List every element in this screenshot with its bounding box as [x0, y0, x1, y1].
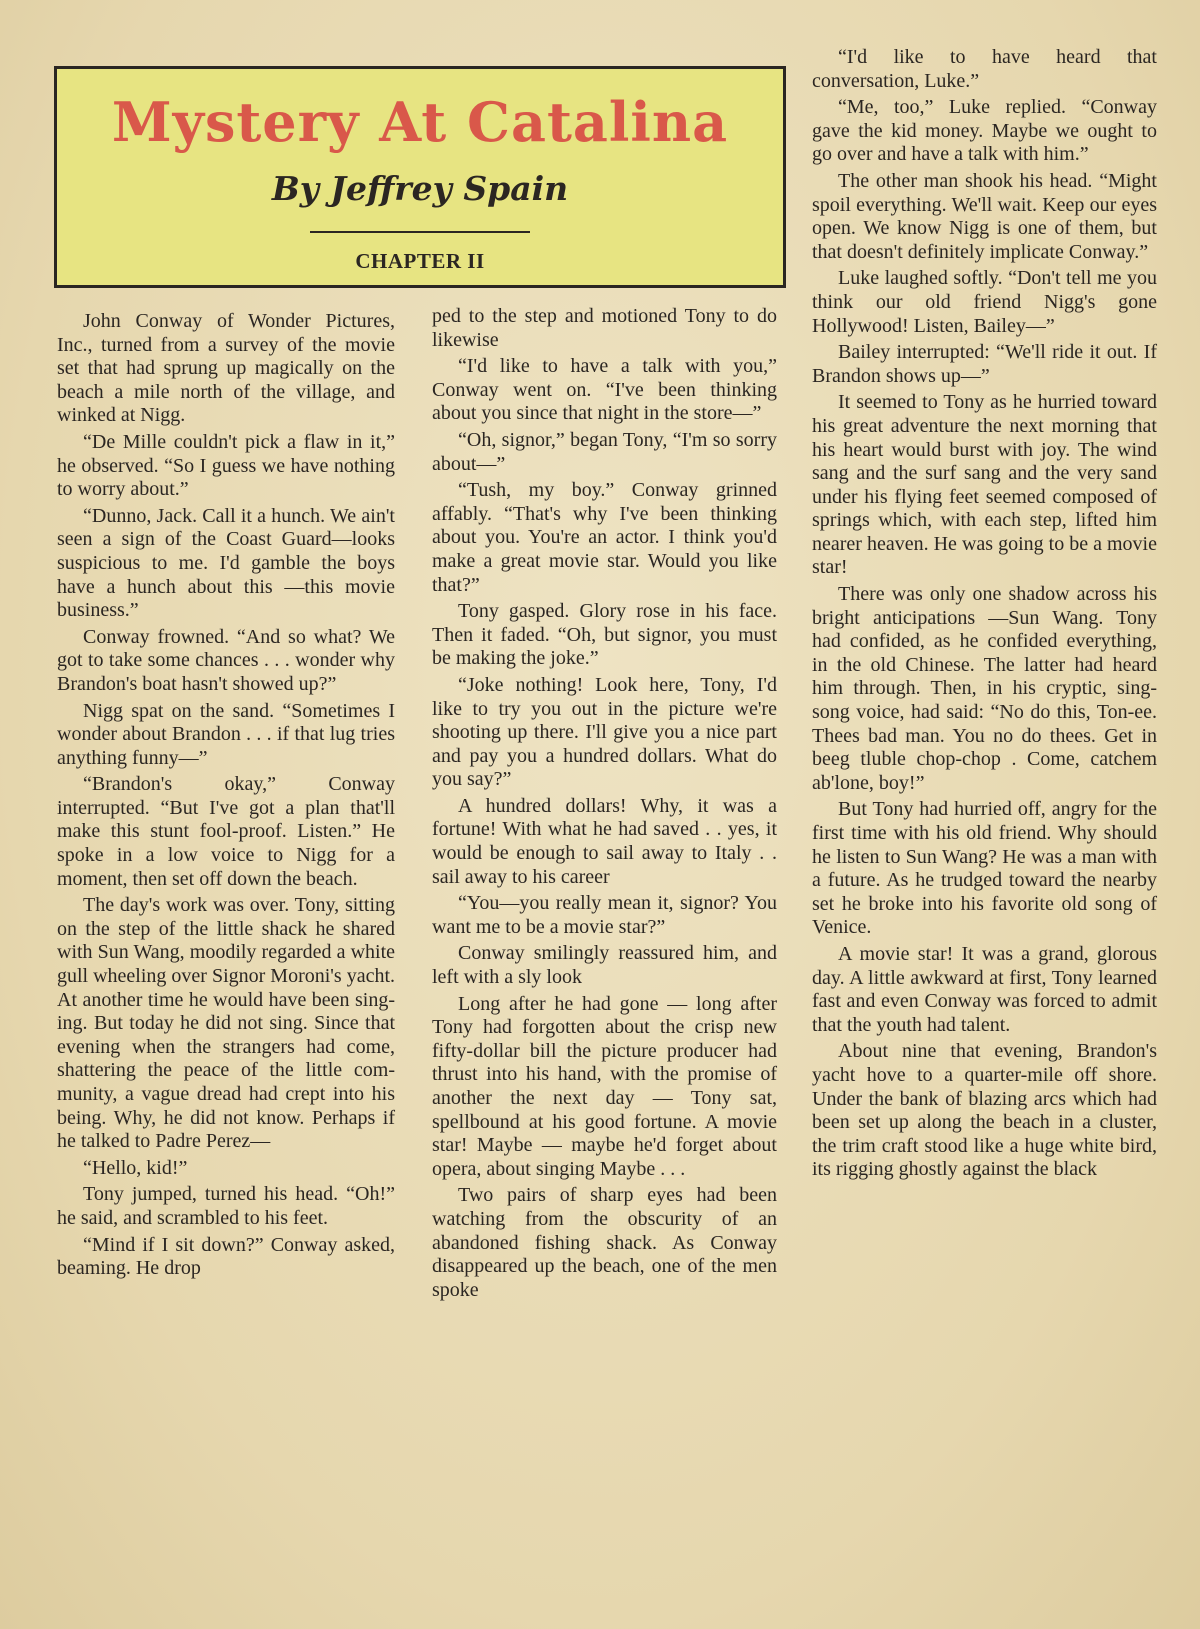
paragraph: John Conway of Wonder Pictures, Inc., turned from a survey of the movie set that had sprung up magically on the beach a mile north of the village, and winked at Nigg. — [57, 310, 395, 427]
paragraph: Luke laughed softly. “Don't tell me you think our old friend Nigg's gone Hollywood! Listen, Bailey—” — [812, 267, 1157, 337]
paragraph: “Hello, kid!” — [83, 1156, 188, 1179]
paragraph: “Me, too,” Luke replied. “Conway gave the kid money. Maybe we ought to go over and have a talk with him.” — [812, 96, 1157, 166]
text-column-1 — [57, 310, 395, 1284]
paragraph: A movie star! It was a grand, glorous day. A little awkward at first, Tony learned fast and even Conway was forced to admit that the youth had talent. — [812, 942, 1157, 1036]
paragraph: “Dunno, Jack. Call it a hunch. We ain't seen a sign of the Coast Guard—looks suspicious to me. I'd gamble the boys have a hunch about this —this movie business.” — [57, 504, 395, 622]
paragraph: The day's work was over. Tony, sitting on the step of the little shack he shared with Sun Wang, moodily regarded a white gull wheeling over Signor Moroni's yacht. At another time he would have been singing. But today he did not sing. Since that evening when the strangers had come, shattering the peace of the little community, a vague dread had crept into his being. Why, he did not know. Perhaps if he talked to Padre Perez— — [57, 894, 395, 1153]
paragraph: Conway smilingly reassured him, and left with a sly look — [432, 942, 777, 989]
byline: By Jeffrey Spain — [271, 169, 569, 208]
paragraph: A hundred dollars! Why, it was a fortune! With what he had saved . . yes, it would be enough to sail away to Italy . . sail away to his career — [432, 794, 777, 888]
paragraph: But Tony had hurried off, angry for the first time with his old friend. Why should he listen to Sun Wang? He was a man with a future. As he trudged toward the nearby set he broke into his favorite old song of Venice. — [812, 798, 1157, 939]
paragraph: Tony jumped, turned his head. “Oh!” he said, and scrambled to his feet. — [57, 1183, 395, 1229]
paragraph: “De Mille couldn't pick a flaw in it,” he observed. “So I guess we have nothing to worry about.” — [57, 430, 395, 501]
paragraph: The other man shook his head. “Might spoil everything. We'll wait. Keep our eyes open. We know Nigg is one of them, but that doesn't definitely implicate Conway.” — [812, 169, 1157, 263]
paragraph: “You—you really mean it, signor? You want me to be a movie star?” — [432, 892, 777, 938]
divider — [310, 231, 530, 233]
paragraph: Conway frowned. “And so what? We got to take some chances . . . wonder why Brandon's boat hasn't showed up?” — [57, 625, 395, 695]
paragraph: Bailey interrupted: “We'll ride it out. If Brandon shows up—” — [812, 341, 1157, 387]
chapter-heading: CHAPTER II — [355, 249, 485, 273]
text-column-3 — [812, 46, 1157, 1185]
paragraph: “I'd like to have a talk with you,” Conway went on. “I've been thinking about you since that night in the store—” — [432, 355, 777, 425]
paragraph: It seemed to Tony as he hurried toward his great adventure the next morning that his heart would burst with joy. The wind sang and the surf sang and the very sand under his flying feet seemed composed of springs which, with each step, lifted him nearer heaven. He was going to be a movie star! — [812, 391, 1157, 579]
paragraph: “Mind if I sit down?” Conway asked, beaming. He drop — [57, 1233, 395, 1280]
text-column-2 — [432, 305, 777, 1305]
paragraph: About nine that evening, Brandon's yacht hove to a quarter-mile off shore. Under the bank of blazing arcs which had been set up along the beach in a cluster, the trim craft stood like a huge white bird, its rigging ghostly against the black — [812, 1040, 1157, 1181]
paragraph: Nigg spat on the sand. “Sometimes I wonder about Brandon . . . if that lug tries anything funny—” — [57, 699, 395, 769]
title-box — [54, 66, 786, 288]
story-title: Mystery At Catalina — [111, 90, 729, 154]
paragraph: Long after he had gone — long after Tony had forgotten about the crisp new fifty-dollar bill the picture producer had thrust into his hand, with the promise of another the next day — Tony sat, spellbound at his good fortune. A movie star! Maybe — maybe he'd forget about opera, about singing Maybe . . . — [432, 992, 777, 1180]
paragraph: Two pairs of sharp eyes had been watching from the obscurity of an abandoned fishing shack. As Conway disappeared up the beach, one of the men spoke — [432, 1184, 777, 1301]
paragraph: “Joke nothing! Look here, Tony, I'd like to try you out in the picture we're shooting up there. I'll give you a nice part and pay you a hundred dollars. What do you say?” — [432, 673, 777, 791]
paragraph: “Oh, signor,” began Tony, “I'm so sorry about—” — [432, 428, 777, 475]
paragraph: Tony gasped. Glory rose in his face. Then it faded. “Oh, but signor, you must be making the joke.” — [432, 600, 777, 670]
paragraph: “I'd like to have heard that conversation, Luke.” — [812, 46, 1157, 92]
paragraph: “Tush, my boy.” Conway grinned affably. “That's why I've been thinking about you. You're an actor. I think you'd make a great movie star. Would you like that?” — [432, 479, 777, 596]
paragraph: “Brandon's okay,” Conway interrupted. “But I've got a plan that'll make this stunt fool-proof. Listen.” He spoke in a low voice to Nigg for a moment, then set off down the beach. — [57, 773, 395, 890]
paragraph: ped to the step and motioned Tony to do likewise — [432, 305, 777, 351]
paragraph: There was only one shadow across his bright anticipations —Sun Wang. Tony had confided, as he confided everything, in the old Chinese. The latter had heard him through. Then, in his cryptic, sing-song voice, had said: “No do this, Ton-ee. Thees bad man. You no do thees. Get in beeg tluble chop-chop . Come, catchem ab'lone, boy!” — [812, 583, 1157, 794]
